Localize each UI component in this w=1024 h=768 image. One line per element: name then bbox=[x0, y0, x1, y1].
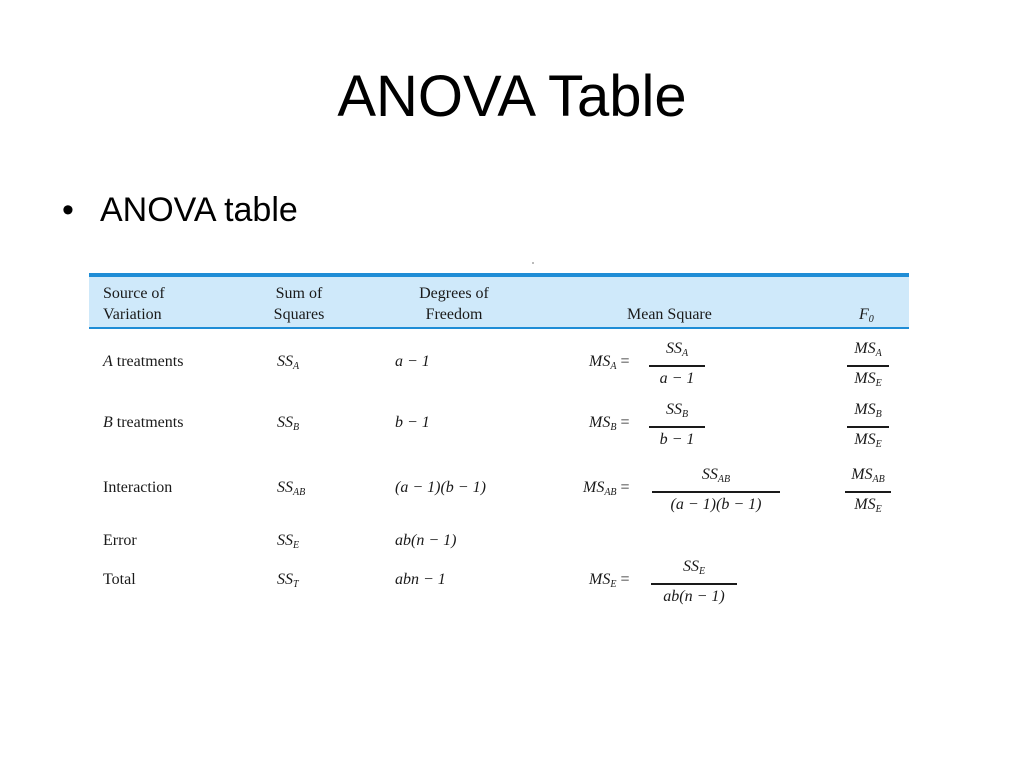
row-a-df: a − 1 bbox=[395, 353, 430, 370]
row-total-ms-lhs: $MS_E$ = bbox=[589, 571, 630, 590]
row-ab-ss: $SS_{AB}$ bbox=[277, 479, 306, 498]
row-b-ms-lhs: $MS_B$ = bbox=[589, 414, 630, 433]
row-a-source: A treatments bbox=[103, 353, 184, 370]
row-b-ms-fraction: $SS_B$ b − 1 bbox=[649, 400, 705, 450]
row-ab-ms-lhs: $MS_{AB}$ = bbox=[583, 479, 630, 498]
row-b-df: b − 1 bbox=[395, 414, 430, 431]
row-a-ms-fraction: $SS_A$ a − 1 bbox=[649, 339, 705, 389]
row-error-df: ab(n − 1) bbox=[395, 532, 457, 549]
row-b-source: B treatments bbox=[103, 414, 184, 431]
row-b-f-fraction: $MS_B$ $MS_E$ bbox=[847, 400, 889, 455]
header-ss: Sum of Squares bbox=[273, 285, 325, 323]
row-error-source: Error bbox=[103, 532, 137, 549]
bullet-dot-icon: • bbox=[62, 191, 74, 229]
scan-artifact bbox=[532, 262, 534, 264]
row-a-ms-lhs: $MS_A$ = bbox=[589, 353, 630, 372]
row-total-ms-fraction: $SS_E$ ab(n − 1) bbox=[651, 557, 737, 607]
row-total-df: abn − 1 bbox=[395, 571, 446, 588]
row-ab-ms-fraction: $SS_{AB}$ (a − 1)(b − 1) bbox=[652, 465, 780, 515]
row-a-f-fraction: $MS_A$ $MS_E$ bbox=[847, 339, 889, 394]
row-a-ss: $SS_A$ bbox=[277, 353, 300, 372]
row-b-ss: $SS_B$ bbox=[277, 414, 300, 433]
anova-table bbox=[89, 273, 909, 618]
slide-title: ANOVA Table bbox=[337, 64, 687, 129]
row-ab-df: (a − 1)(b − 1) bbox=[395, 479, 486, 496]
bullet-text: ANOVA table bbox=[100, 191, 298, 229]
bullet-item bbox=[62, 188, 298, 232]
row-ab-source: Interaction bbox=[103, 479, 173, 496]
row-total-ss: $SS_T$ bbox=[277, 571, 299, 590]
row-error-ss: $SS_E$ bbox=[277, 532, 300, 551]
row-ab-f-fraction: $MS_{AB}$ $MS_E$ bbox=[845, 465, 891, 520]
row-total-source: Total bbox=[103, 571, 136, 588]
header-f0: $F_0$ bbox=[859, 306, 874, 325]
header-df: Degrees of Freedom bbox=[419, 285, 489, 323]
header-ms: Mean Square bbox=[627, 306, 712, 323]
header-source: Source of Variation bbox=[103, 285, 165, 323]
